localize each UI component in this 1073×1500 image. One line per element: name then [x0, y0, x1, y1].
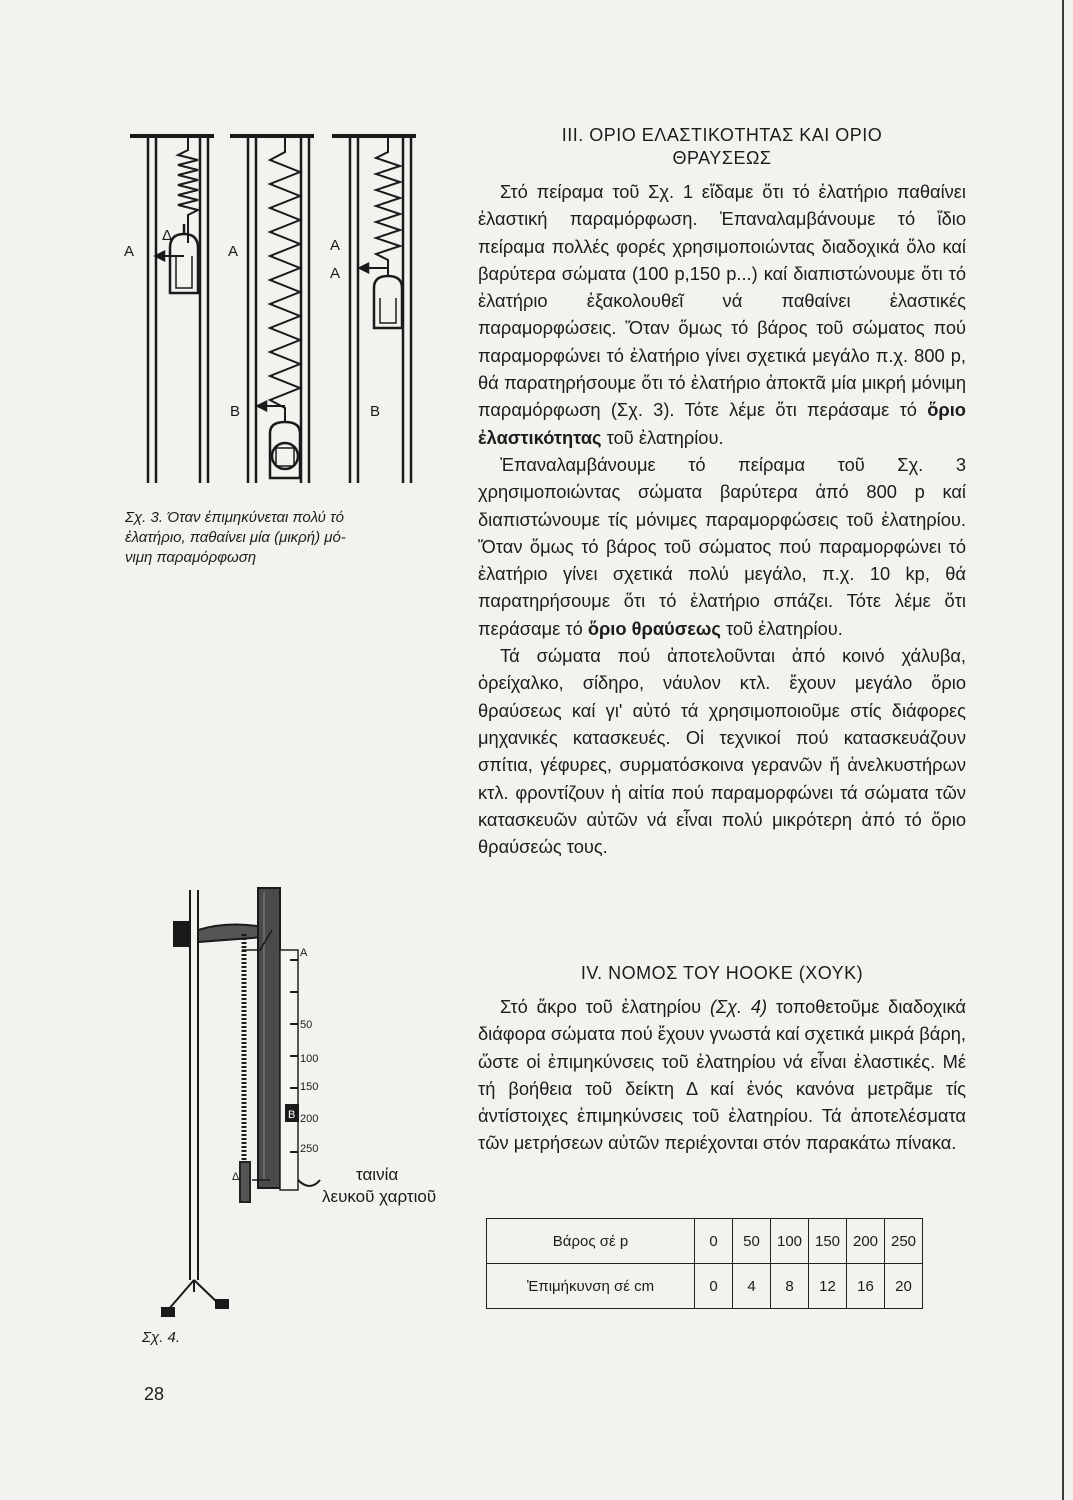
measurements-table: [486, 1218, 923, 1309]
figure-3-caption-line-1: Σχ. 3. Όταν ἐπιμηκύνεται πολύ τό: [125, 509, 344, 526]
section-3-paragraph-2: [478, 451, 966, 642]
fig4-scale-150: 150: [300, 1081, 319, 1093]
table-cell: 0: [695, 1264, 733, 1309]
table-cell: 250: [885, 1219, 923, 1264]
figure-3-springs-diagram: [118, 128, 438, 498]
figure-3-caption-line-2: ἐλατήριο, παθαίνει μία (μικρή) μό-: [125, 529, 346, 546]
table-cell: 12: [809, 1264, 847, 1309]
section-3: [478, 124, 966, 860]
table-cell: 50: [733, 1219, 771, 1264]
term-breaking-limit: ὅριο θραύσεως: [587, 617, 721, 639]
section-3-title-line-1: ΙΙΙ. ΟΡΙΟ ΕΛΑΣΤΙΚΟΤΗΤΑΣ ΚΑΙ ΟΡΙΟ: [561, 125, 883, 145]
table-cell: 4: [733, 1264, 771, 1309]
section-3-paragraph-2-end: τοῦ ἐλατηρίου.: [725, 617, 843, 639]
section-4-paragraph-1-start: Στό ἄκρο τοῦ ἐλατηρίου: [500, 996, 702, 1017]
section-4-figure-ref: (Σχ. 4): [709, 996, 768, 1017]
figure-4-hooke-apparatus: [160, 880, 470, 1320]
figure-3-caption-line-3: νιμη παραμόρφωση: [125, 549, 257, 566]
table-cell: 0: [695, 1219, 733, 1264]
page-edge-line: [1062, 0, 1064, 1500]
table-row-header: Ἐπιμήκυνση σέ cm: [487, 1264, 695, 1309]
fig3-label-b2: B: [370, 403, 381, 420]
table-row-elongation: [487, 1264, 923, 1309]
table-cell: 8: [771, 1264, 809, 1309]
table-cell: 150: [809, 1219, 847, 1264]
fig3-label-a1: A: [124, 243, 135, 260]
fig4-label-b: B: [288, 1109, 296, 1121]
fig3-label-delta: Δ: [162, 227, 173, 244]
section-3-paragraph-3: Τά σώματα πού ἀποτελοῦνται ἀπό κοινό χάλυβα, ὀρείχαλκο, σίδηρο, νάυλον κτλ. ἔχουν μεγάλο ὅριο θραύσεως καί γι' αὐτό τά χρησιμοποιοῦμε στίς διάφορες μηχανικές κατασκευές. Οἱ τεχνικοί πού κατασκευάζουν σπίτια, γέφυρες, συρματόσκοινα γερανῶν ἤ ἀνελκυστήρων κτλ. φροντίζουν ἡ αἰτία πού παραμορφώνει τά σώματα τῶν κατασκευῶν αὐτῶν νά εἶναι πολύ μικρότερη ἀπό τό ὅριο θραύσεώς τους.: [478, 645, 966, 858]
fig4-scale-50: 50: [300, 1019, 313, 1031]
fig4-label-delta: Δ: [232, 1171, 240, 1183]
fig4-scale-100: 100: [300, 1053, 319, 1065]
section-3-paragraph-1: [478, 178, 966, 451]
section-3-title-line-2: ΘΡΑΥΣΕΩΣ: [672, 148, 772, 168]
fig4-label-a: A: [300, 947, 308, 959]
section-3-paragraph-1-end: τοῦ ἐλατηρίου.: [606, 426, 724, 448]
table-row-weight: [487, 1219, 923, 1264]
term-elastic-limit: ὅριο ἐλαστικότητας: [478, 399, 966, 448]
figure-4-caption: Σχ. 4.: [142, 1329, 181, 1346]
fig4-scale-200: 200: [300, 1113, 319, 1125]
fig3-label-a3: A: [330, 237, 341, 254]
section-4-paragraph-1-text: τοποθετοῦμε διαδοχικά διάφορα σώματα πού ἔχουν γνωστά καί σχετικά μικρά βάρη, ὥστε οἱ ἐπιμηκύνσεις τοῦ ἐλατηρίου νά εἶναι ἐλαστικές. Μέ τή βοήθεια τοῦ δείκτη Δ καί ἑνός κανόνα μετρᾶμε τίς ἀντίστοιχες ἐπιμηκύνσεις τοῦ ἐλατηρίου. Τά ἀποτελέσματα τῶν μετρήσεων αὐτῶν περιέχονται στόν παρακάτω πίνακα.: [478, 996, 966, 1154]
fig3-label-a4: A: [330, 265, 341, 282]
fig3-label-b1: B: [230, 403, 241, 420]
table-cell: 16: [847, 1264, 885, 1309]
table-row-header: Βάρος σέ p: [487, 1219, 695, 1264]
fig4-strip-label-1: ταινία: [356, 1165, 399, 1184]
table-cell: 200: [847, 1219, 885, 1264]
section-3-paragraph-1-text: Στό πείραμα τοῦ Σχ. 1 εἴδαμε ὅτι τό ἐλατήριο παθαίνει ἐλαστική παραμόρφωση. Ἐπαναλαμβάνουμε τό ἴδιο πείραμα πολλές φορές χρησιμοποιώντας διαδοχικά ὅλο καί βαρύτερα σώματα (100 p,150 p...) καί διαπιστώνουμε ὅτι τό ἐλατήριο ἐξακολουθεῖ νά παθαίνει ἐλαστικές παραμορφώσεις. Ὅταν ὅμως τό βάρος τοῦ σώματος πού παραμορφώνει τό ἐλατήριο γίνει σχετικά μεγάλο π.χ. 800 p, θά παρατηρήσουμε ὅτι τό ἐλατήριο ἀποκτᾶ μία μικρή μόνιμη παραμόρφωση (Σχ. 3). Τότε λέμε ὅτι περάσαμε τό: [478, 181, 966, 421]
fig4-scale-250: 250: [300, 1143, 319, 1155]
figure-3-caption: [125, 508, 455, 568]
section-4-title: IV. ΝΟΜΟΣ ΤΟΥ HOOKE (ΧΟΥΚ): [580, 963, 864, 983]
fig3-label-a2: A: [228, 243, 239, 260]
section-4-paragraph-1: [478, 993, 966, 1157]
table-cell: 20: [885, 1264, 923, 1309]
section-4: [478, 962, 966, 1157]
section-3-paragraph-2-text: Ἐπαναλαμβάνουμε τό πείραμα τοῦ Σχ. 3 χρησιμοποιώντας σώματα βαρύτερα ἀπό 800 p καί διαπιστώνουμε τίς μόνιμες παραμορφώσεις τοῦ ἐλατηρίου. Ὅταν ὅμως τό βάρος τοῦ σώματος πού παραμορφώνει τό ἐλατήριο γίνει σχετικά πολύ μεγάλο, π.χ. 10 kp, θά παρατηρήσουμε ὅτι τό ἐλατήριο σπάζει. Τότε λέμε ὅτι περάσαμε τό: [478, 453, 966, 639]
page-number: 28: [144, 1384, 165, 1404]
table-cell: 100: [771, 1219, 809, 1264]
fig4-strip-label-2: λευκοῦ χαρτιοῦ: [322, 1187, 437, 1206]
